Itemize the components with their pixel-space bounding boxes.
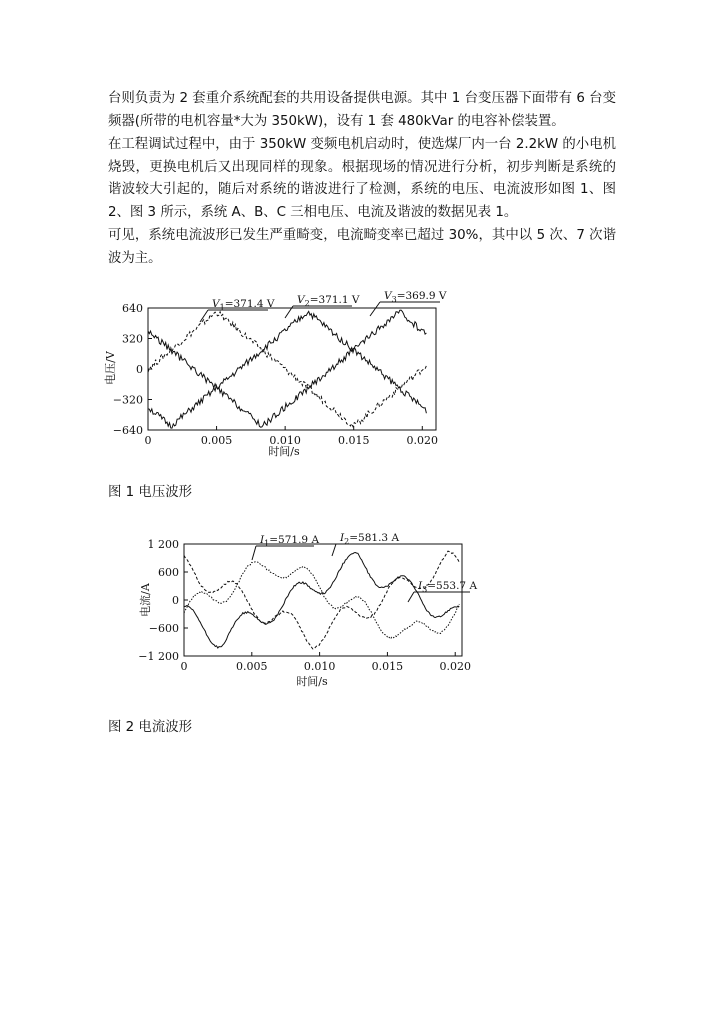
paragraph-1: 台则负责为 2 套重介系统配套的共用设备提供电源。其中 1 台变压器下面带有 6 台变频器(所带的电机容量*大为 350kW)，设有 1 套 480kVar 的电容补偿装置。 xyxy=(108,91,616,129)
y-axis-label: 电压/V xyxy=(104,351,117,385)
paragraph-2: 在工程调试过程中，由于 350kW 变频电机启动时，使选煤厂内一台 2.2kW 的小电机烧毁，更换电机后又出现同样的现象。根据现场的情况进行分析，初步判断是系统的谐波较大引起的，随后对系统的谐波进行了检测，系统的电压、电流波形如图 1、图 2、图 3 所示，系统 A、B、C 三相电压、电流及谐波的数据见表 1。 xyxy=(108,137,616,220)
x-tick-label: 0.015 xyxy=(371,660,404,673)
current-waveform-chart xyxy=(112,530,478,690)
series-label-V3: $V_3=369.9$ V xyxy=(384,290,447,304)
y-tick-label: −1 200 xyxy=(138,650,179,663)
x-axis-label: 时间/s xyxy=(296,675,328,688)
series-line-I3 xyxy=(184,551,459,649)
series-line-V2 xyxy=(148,311,426,428)
figure-2-caption: 图 2 电流波形 xyxy=(108,720,192,735)
y-tick-label: 0 xyxy=(172,594,179,607)
y-tick-label: 0 xyxy=(136,363,143,376)
x-tick-label: 0.020 xyxy=(406,434,439,447)
x-tick-label: 0.010 xyxy=(269,434,301,447)
x-axis-label: 时间/s xyxy=(268,445,300,458)
x-tick-label: 0.010 xyxy=(303,660,336,673)
x-tick-label: 0.020 xyxy=(439,660,471,673)
series-line-I1 xyxy=(184,562,459,639)
paragraph-3: 可见，系统电流波形已发生严重畸变，电流畸变率已超过 30%，其中以 5 次、7 次谐波为主。 xyxy=(108,228,616,266)
y-tick-label: −640 xyxy=(112,424,143,437)
series-label-pointer xyxy=(332,544,336,556)
series-label-V1: $V_1=371.4$ V xyxy=(212,298,275,312)
y-tick-label: −320 xyxy=(112,393,143,407)
series-label-I1: $I_1=571.9$ A xyxy=(260,534,320,548)
series-label-pointer xyxy=(408,592,414,602)
y-tick-label: 640 xyxy=(122,302,143,315)
voltage-waveform-chart xyxy=(100,288,445,460)
y-axis-label: 电流/A xyxy=(139,583,152,617)
y-tick-label: 1 200 xyxy=(147,538,179,551)
x-tick-label: 0.005 xyxy=(200,434,233,447)
series-line-I2 xyxy=(184,553,459,649)
y-tick-label: −600 xyxy=(148,622,179,635)
x-tick-label: 0 xyxy=(180,660,188,673)
y-tick-label: 600 xyxy=(158,566,179,579)
series-label-V2: $V_2=371.1$ V xyxy=(297,294,360,308)
y-tick-label: 320 xyxy=(122,332,143,346)
x-tick-label: 0.015 xyxy=(337,434,370,447)
series-label-I2: $I_2=581.3$ A xyxy=(340,532,400,546)
series-label-pointer xyxy=(370,302,380,316)
x-tick-label: 0 xyxy=(144,434,152,447)
series-label-I3: $I_3=553.7$ A xyxy=(418,580,478,594)
series-label-pointer xyxy=(252,546,256,560)
figure-1-caption: 图 1 电压波形 xyxy=(108,485,192,500)
x-tick-label: 0.005 xyxy=(236,660,268,673)
